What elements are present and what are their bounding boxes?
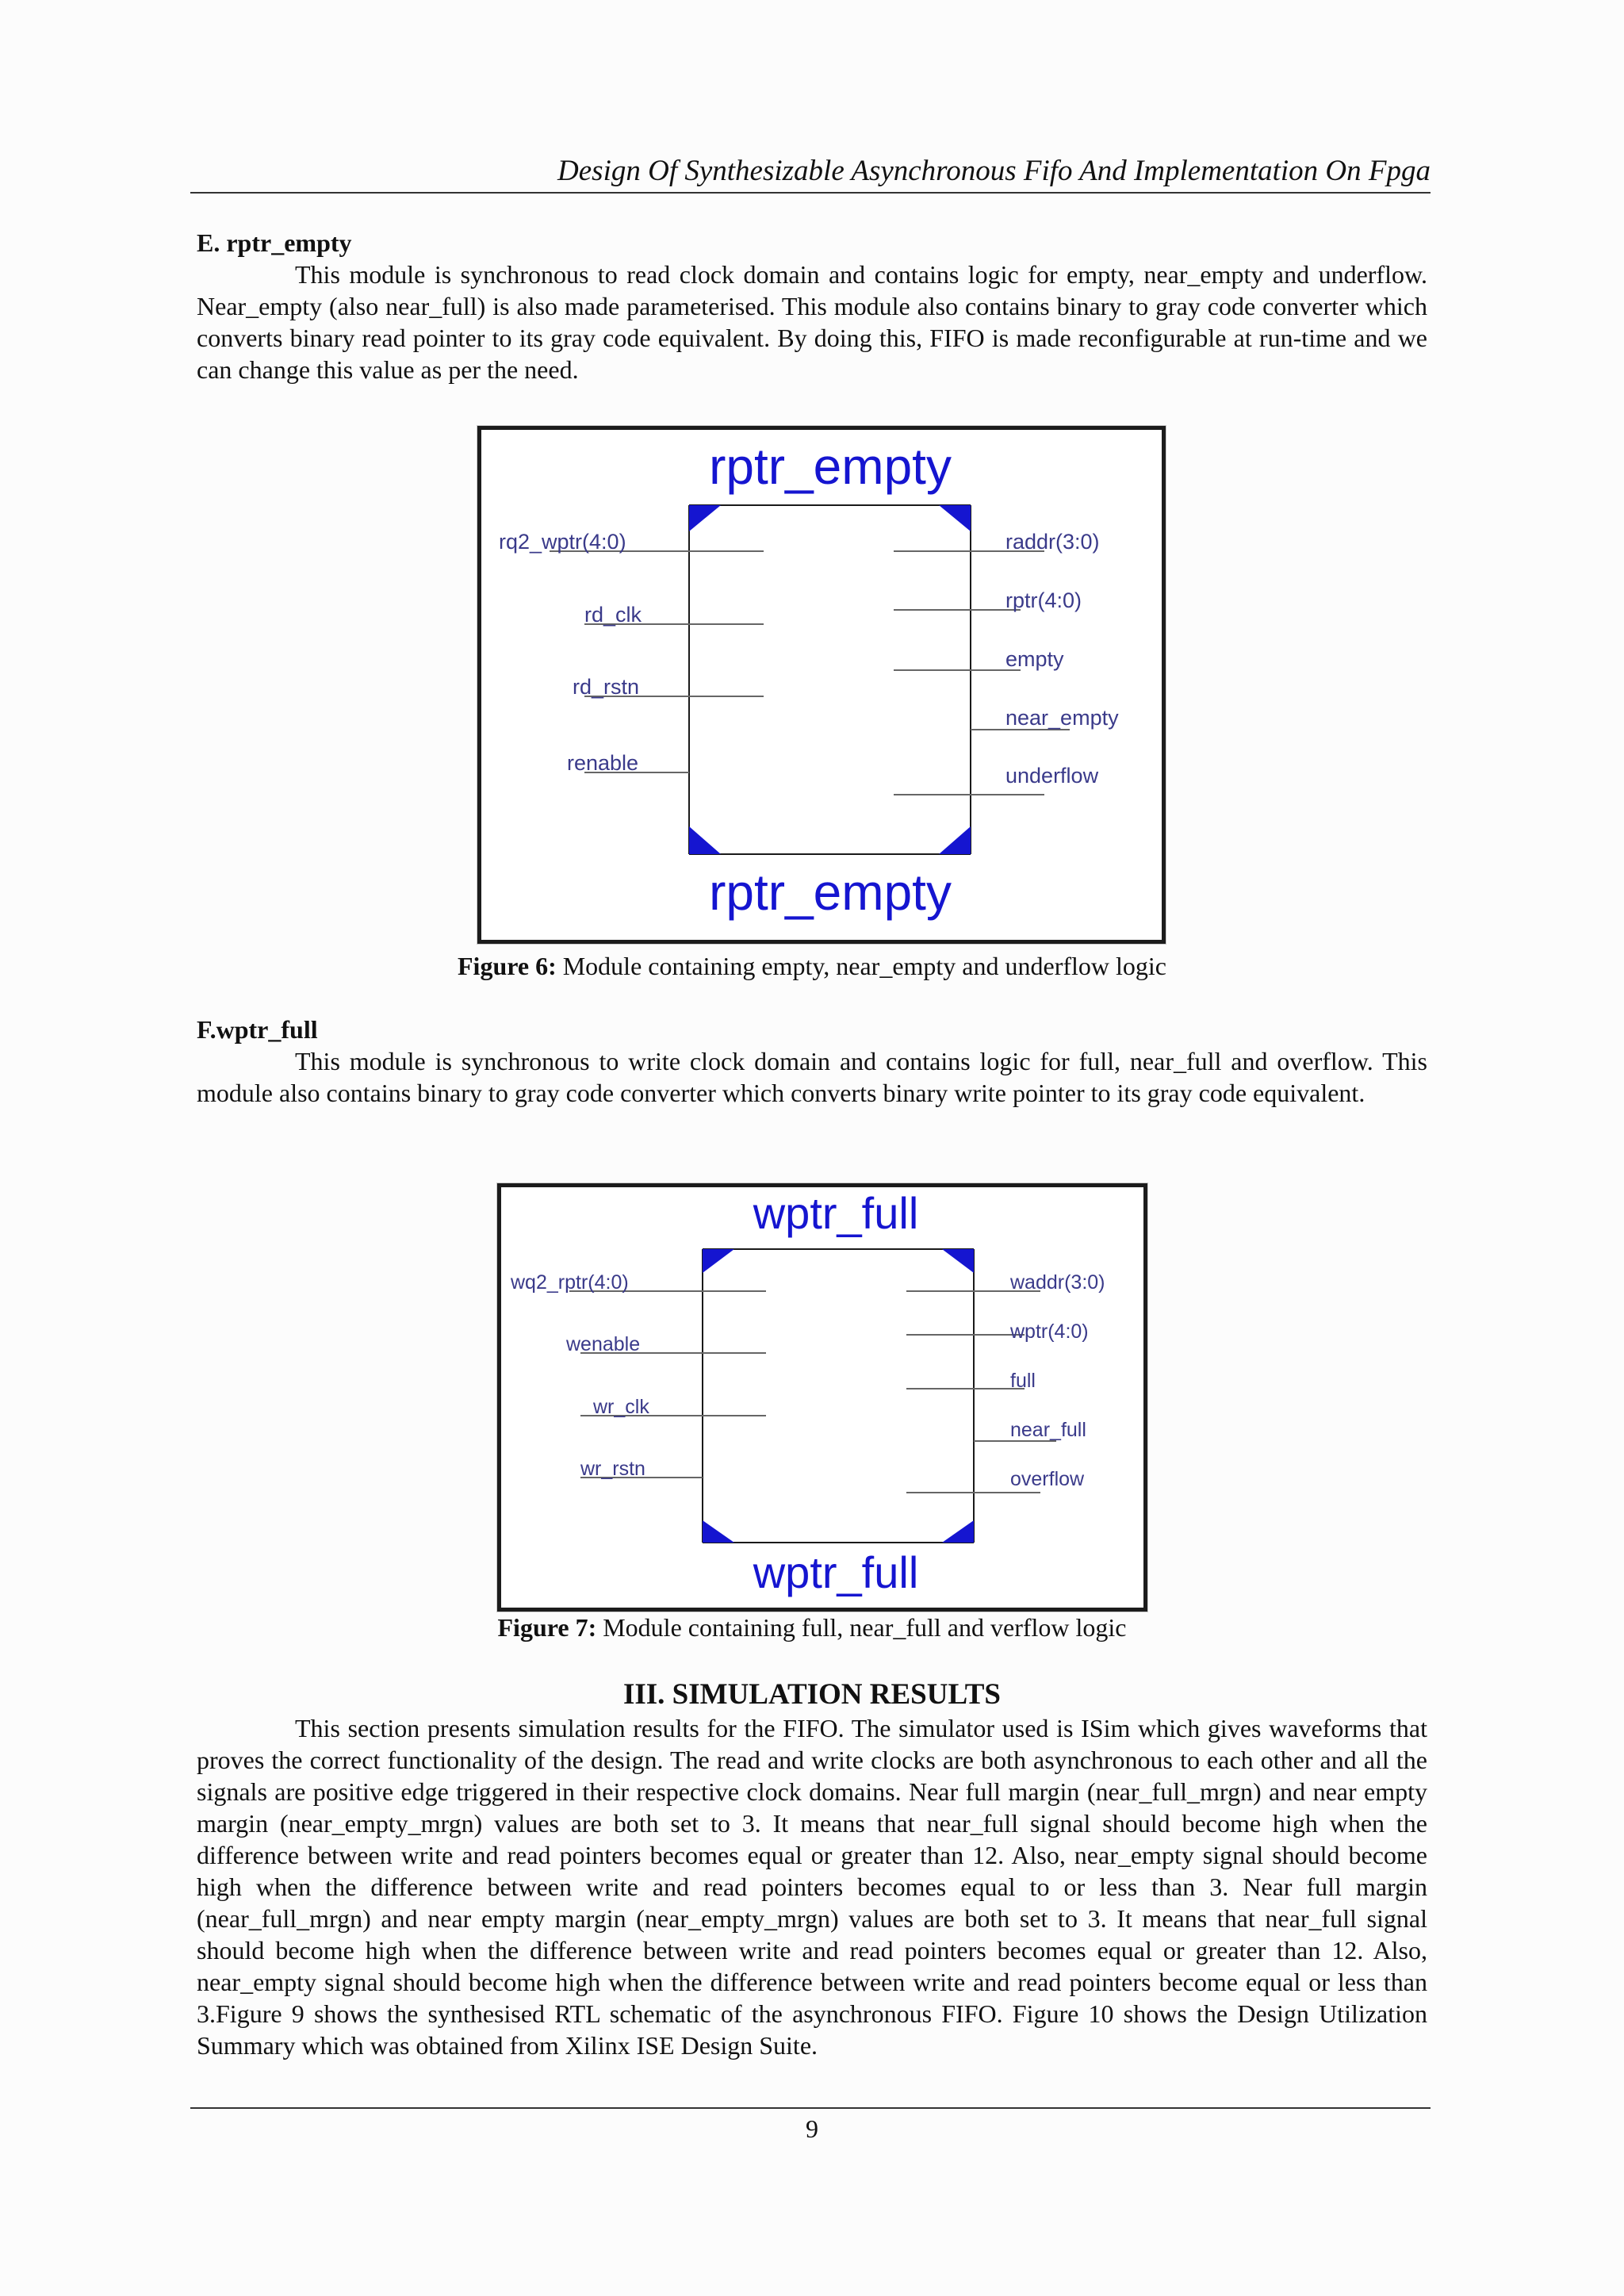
figure-6-caption <box>0 950 1624 982</box>
figure-7-title-bottom: wptr_full <box>753 1547 919 1597</box>
section-f-heading: F.wptr_full <box>197 1015 318 1044</box>
fig6-output-rptr: rptr(4:0) <box>1005 588 1082 612</box>
figure-6-module-diagram <box>477 426 1166 944</box>
figure-7-caption-text: Module containing full, near_full and verflow logic <box>603 1613 1127 1642</box>
figure-6-caption-text: Module containing empty, near_empty and underflow logic <box>562 952 1166 980</box>
section-iii-text: This section presents simulation results for the FIFO. The simulator used is ISim which gives waveforms that proves the correct functionality of the design. The read and write clocks are both asynchronous to each other and all the signals are positive edge triggered in their respective clock domains. Near full margin (near_full_mrgn) and near empty margin (near_empty_mrgn) values are both set to 3. It means that near_full signal should become high when the difference between write and read pointers becomes equal or greater than 12. Also, near_empty signal should become high when the difference between write and read pointers becomes equal to or less than 3. Near full margin (near_full_mrgn) and near empty margin (near_empty_mrgn) values are both set to 3. It means that near_full signal should become high when the difference between write and read pointers becomes equal or greater than 12. Also, near_empty signal should become high when the difference between write and read pointers become equal or less than 3.Figure 9 shows the synthesised RTL schematic of the asynchronous FIFO. Figure 10 shows the Design Utilization Summary which was obtained from Xilinx ISE Design Suite. <box>197 1714 1427 2060</box>
running-header: Design Of Synthesizable Asynchronous Fifo And Implementation On Fpga <box>557 155 1431 187</box>
page-number: 9 <box>806 2114 818 2143</box>
figure-6-title-bottom: rptr_empty <box>709 864 952 921</box>
fig6-output-underflow: underflow <box>1005 764 1099 788</box>
fig6-input-rd-rstn: rd_rstn <box>573 675 640 699</box>
section-e-heading: E. rptr_empty <box>197 228 352 257</box>
fig7-output-overflow: overflow <box>1010 1468 1085 1490</box>
fig7-output-waddr: waddr(3:0) <box>1010 1271 1105 1294</box>
footer-rule <box>190 2107 1431 2109</box>
figure-7-title-top: wptr_full <box>753 1188 919 1238</box>
header-rule <box>190 192 1431 194</box>
section-f-paragraph <box>197 1045 1427 1109</box>
fig7-output-full: full <box>1010 1370 1036 1392</box>
section-f-text: This module is synchronous to write clock domain and contains logic for full, near_full and overflow. This module also contains binary to gray code converter which converts binary write pointer to its gray code equivalent. <box>197 1047 1427 1107</box>
fig7-input-wenable: wenable <box>566 1333 641 1355</box>
figure-7-module-diagram <box>497 1183 1147 1612</box>
fig6-input-rq2-wptr: rq2_wptr(4:0) <box>499 530 626 554</box>
fig6-output-raddr: raddr(3:0) <box>1005 530 1100 554</box>
fig7-input-wr-rstn: wr_rstn <box>580 1458 645 1480</box>
section-iii-paragraph <box>197 1712 1427 2061</box>
section-e-paragraph <box>197 259 1427 385</box>
fig6-output-near-empty: near_empty <box>1005 706 1119 730</box>
fig6-input-renable: renable <box>567 751 639 775</box>
figure-7-caption-label: Figure 7: <box>497 1613 597 1642</box>
figure-7-caption <box>0 1612 1624 1643</box>
fig7-output-wptr: wptr(4:0) <box>1010 1320 1089 1343</box>
figure-6-caption-label: Figure 6: <box>458 952 557 980</box>
section-iii-heading: III. SIMULATION RESULTS <box>622 1678 1002 1711</box>
fig7-input-wr-clk: wr_clk <box>593 1396 649 1418</box>
fig7-input-wq2-rptr: wq2_rptr(4:0) <box>511 1271 629 1294</box>
figure-6-title-top: rptr_empty <box>709 438 952 495</box>
fig6-output-empty: empty <box>1005 647 1064 671</box>
section-e-text: This module is synchronous to read clock domain and contains logic for empty, near_empty and underflow. Near_empty (also near_full) is also made parameterised. This module also contains binary to gray code converter which converts binary read pointer to its gray code equivalent. By doing this, FIFO is made reconfigurable at run-time and we can change this value as per the need. <box>197 260 1427 384</box>
fig6-input-rd-clk: rd_clk <box>584 603 642 627</box>
fig7-output-near-full: near_full <box>1010 1419 1086 1441</box>
